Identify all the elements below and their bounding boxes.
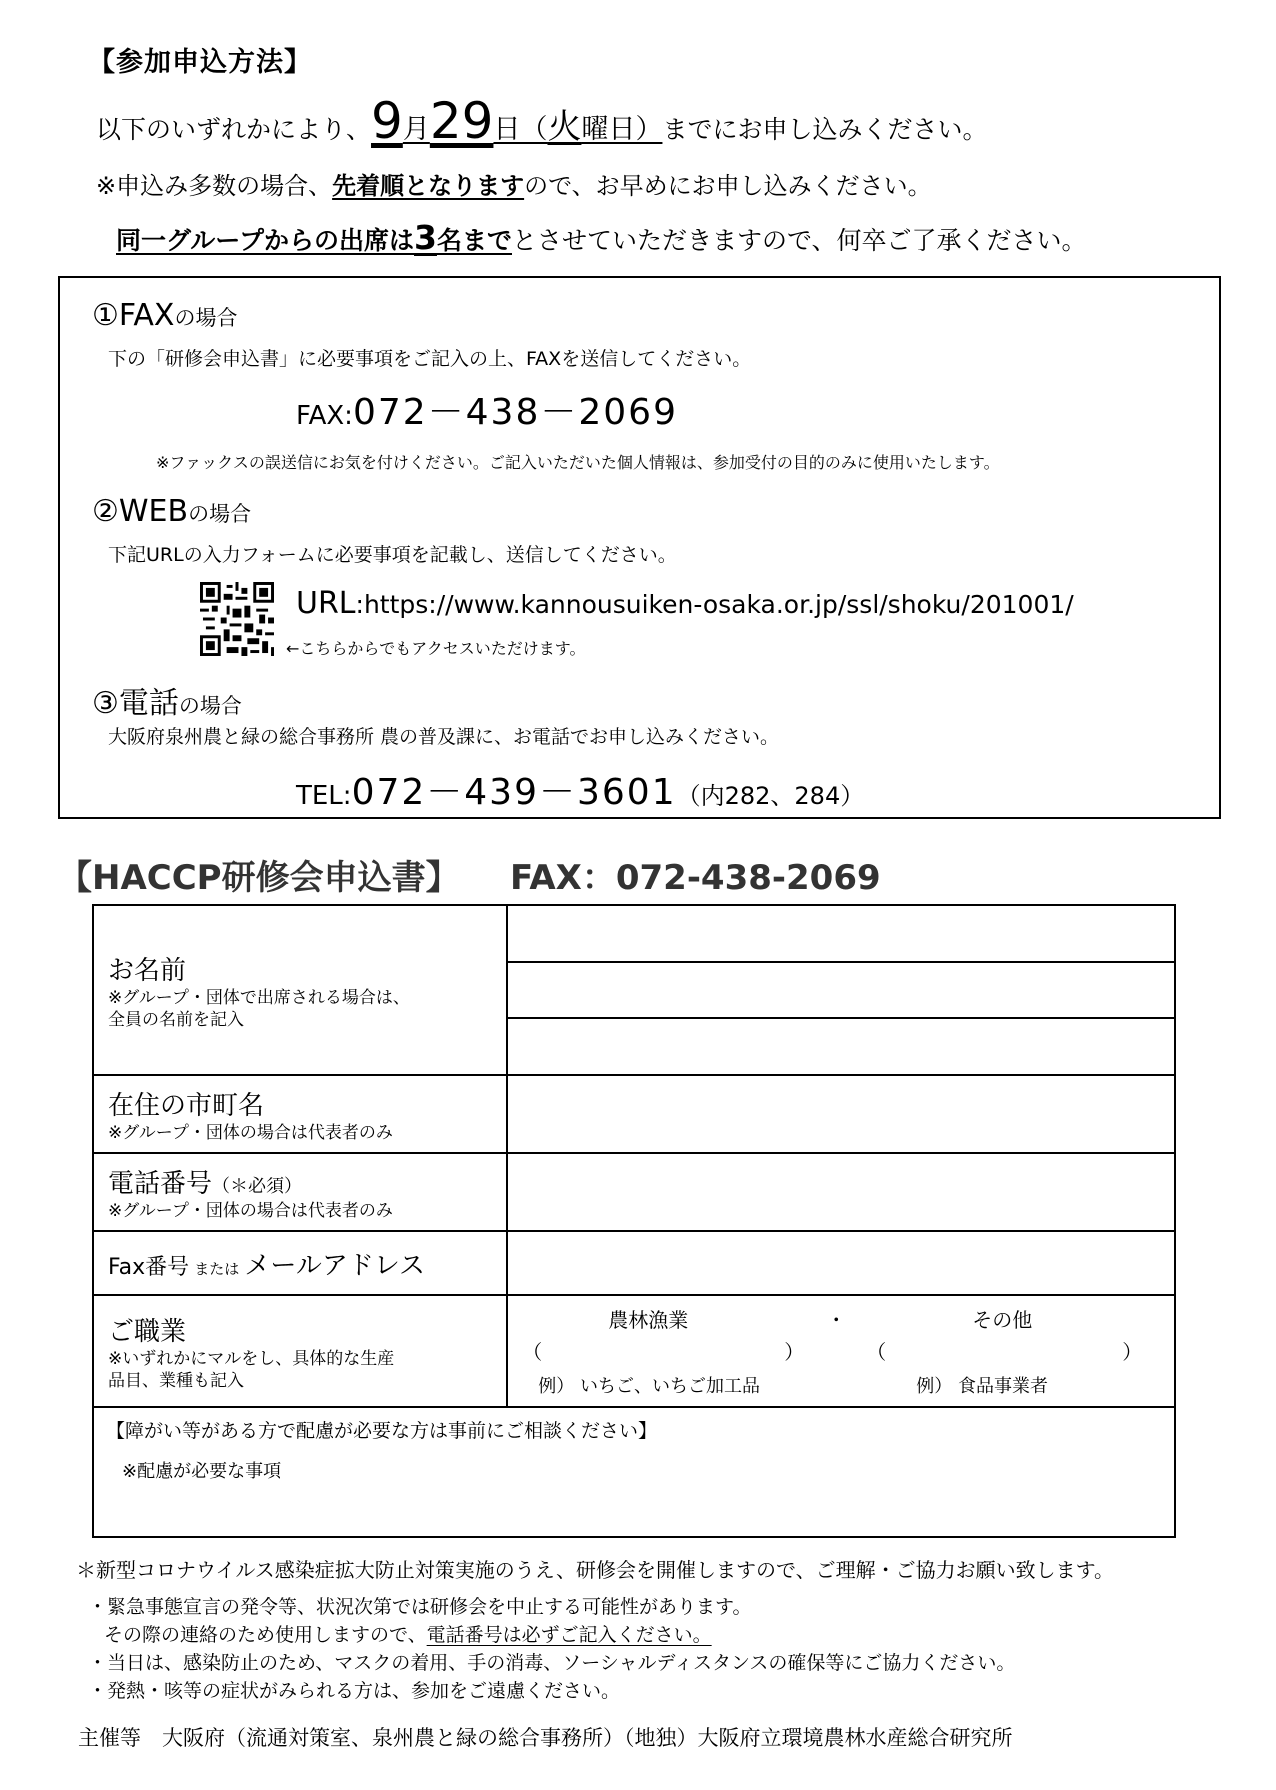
note2-suffix: とさせていただきますので、何卒ご了承ください。: [512, 226, 1087, 255]
occupation-example-2: 例） 食品事業者: [916, 1376, 1049, 1397]
organizer-line: 主催等 大阪府（流通対策室、泉州農と緑の総合事務所）（地独）大阪府立環境農林水産総合研究所: [78, 1726, 1013, 1750]
city-note: ※グループ・団体の場合は代表者のみ: [108, 1122, 393, 1143]
paren-open-2: （: [866, 1340, 887, 1364]
note1-prefix: ※申込み多数の場合、: [96, 172, 333, 200]
form-title: 【HACCP研修会申込書】: [58, 858, 460, 898]
fax-email-label-c: メールアドレス: [244, 1250, 426, 1281]
fax-email-label-b: または: [194, 1259, 240, 1278]
fax-email-field[interactable]: [507, 1231, 1175, 1295]
occupation-field[interactable]: [507, 1295, 1175, 1407]
tel-extension: （内282、284）: [676, 782, 865, 810]
web-head-small: の場合: [188, 502, 252, 526]
tel-label: TEL:: [296, 781, 352, 811]
fax-method-heading: [92, 298, 237, 333]
note2-emphasis-a: 同一グループからの出席は: [116, 226, 415, 255]
section-title: 【参加申込方法】: [88, 47, 312, 78]
note2-emphasis-b: 名まで: [436, 226, 512, 255]
city-label-cell: [93, 1075, 507, 1153]
fax-privacy-note: ※ファックスの誤送信にお気を付けください。ご記入いただいた個人情報は、参加受付の目的のみに使用いたします。: [156, 453, 1000, 472]
footer-phone-note: [104, 1620, 712, 1647]
footer-phone-prefix: その際の連絡のため使用しますので、: [104, 1624, 427, 1646]
fax-head-small: の場合: [174, 306, 238, 330]
phone-label-cell: [93, 1153, 507, 1231]
name-field-2[interactable]: [507, 962, 1175, 1018]
occupation-example-1: 例） いちご、いちご加工品: [538, 1376, 761, 1397]
footer-fever-note: ・発熱・咳等の症状がみられる方は、参加をご遠慮ください。: [88, 1680, 621, 1702]
tel-number-line: [296, 764, 864, 815]
application-form-table: [92, 904, 1176, 1538]
deadline-day-unit: 日（: [493, 114, 548, 145]
footer-mask-note: ・当日は、感染防止のため、マスクの着用、手の消毒、ソーシャルディスタンスの確保等にご協力ください。: [88, 1652, 1016, 1674]
occupation-option-farming[interactable]: 農林漁業: [608, 1308, 689, 1332]
form-fax-number: FAX：072-438-2069: [510, 858, 881, 898]
name-note-2: 全員の名前を記入: [108, 1009, 244, 1030]
name-note-1: ※グループ・団体で出席される場合は、: [108, 987, 410, 1008]
deadline-month-unit: 月: [402, 114, 430, 145]
fax-email-label-cell: [93, 1231, 507, 1295]
web-method-heading: [92, 494, 251, 529]
footer-cancel-note: ・緊急事態宣言の発令等、状況次第では研修会を中止する可能性があります。: [88, 1596, 752, 1618]
web-url-link[interactable]: :https://www.kannousuiken-osaka.or.jp/ssl/shoku/201001/: [355, 590, 1074, 619]
occupation-note-1: ※いずれかにマルをし、具体的な生産: [108, 1348, 395, 1369]
paren-open-1: （: [522, 1340, 543, 1364]
name-field-3[interactable]: [507, 1018, 1175, 1075]
group-limit-note: [116, 218, 1087, 257]
deadline-day: 29: [429, 92, 494, 150]
phone-note: ※グループ・団体の場合は代表者のみ: [108, 1200, 393, 1221]
deadline-weekday-suffix: 曜日）: [581, 114, 663, 145]
accommodation-title: 【障がい等がある方で配慮が必要な方は事前にご相談ください】: [106, 1420, 658, 1442]
fax-number-line: [296, 384, 678, 435]
occupation-option-other[interactable]: その他: [972, 1308, 1033, 1332]
tel-instructions: 大阪府泉州農と緑の総合事務所 農の普及課に、お電話でお申し込みください。: [108, 726, 780, 748]
occupation-note-2: 品目、業種も記入: [108, 1370, 244, 1391]
name-field-1[interactable]: [507, 905, 1175, 962]
name-label-cell: [93, 905, 507, 1075]
tel-head: ③電話: [92, 686, 179, 721]
tel-number: 072－439－3601: [351, 772, 677, 813]
deadline-month: 9: [371, 92, 403, 150]
fax-number: 072－438－2069: [352, 392, 678, 433]
fax-label: FAX:: [296, 401, 353, 431]
deadline-line: [96, 92, 987, 150]
fax-instructions: 下の「研修会申込書」に必要事項をご記入の上、FAXを送信してください。: [108, 348, 752, 370]
accommodation-cell[interactable]: [93, 1407, 1175, 1537]
note1-suffix: ので、お早めにお申し込みください。: [524, 172, 932, 200]
accommodation-note: ※配慮が必要な事項: [122, 1461, 282, 1482]
phone-field[interactable]: [507, 1153, 1175, 1231]
web-head: ②WEB: [92, 494, 189, 529]
footer-covid-note: ＊新型コロナウイルス感染症拡大防止対策実施のうえ、研修会を開催しますので、ご理解・ご協力お願い致します。: [76, 1558, 1114, 1582]
deadline-suffix: までにお申し込みください。: [662, 115, 988, 144]
tel-method-heading: [92, 678, 242, 722]
note2-number: 3: [414, 218, 437, 257]
occupation-label: ご職業: [108, 1316, 187, 1347]
paren-close-2: ）: [1122, 1340, 1143, 1364]
qr-note: ←こちらからでもアクセスいただけます。: [286, 639, 586, 658]
note1-emphasis: 先着順となります: [332, 172, 525, 200]
web-instructions: 下記URLの入力フォームに必要事項を記載し、送信してください。: [108, 544, 677, 566]
name-label: お名前: [108, 955, 187, 986]
city-field[interactable]: [507, 1075, 1175, 1153]
url-label: URL: [296, 586, 356, 621]
tel-head-small: の場合: [178, 694, 242, 718]
web-url-line: [296, 586, 1074, 621]
qr-code-icon[interactable]: [200, 582, 274, 656]
occupation-label-cell: [93, 1295, 507, 1407]
paren-close-1: ）: [784, 1340, 805, 1364]
footer-phone-emphasis: 電話番号は必ずご記入ください。: [426, 1624, 712, 1646]
city-label: 在住の市町名: [108, 1090, 265, 1121]
phone-required: （＊必須）: [212, 1175, 303, 1197]
fax-email-label-a: Fax番号: [108, 1254, 190, 1280]
fax-head: ①FAX: [92, 298, 175, 333]
first-come-note: [96, 166, 932, 201]
occupation-separator: ・: [826, 1308, 847, 1332]
phone-label: 電話番号: [108, 1168, 213, 1199]
deadline-weekday: 火: [547, 107, 582, 147]
deadline-prefix: 以下のいずれかにより、: [96, 115, 372, 144]
